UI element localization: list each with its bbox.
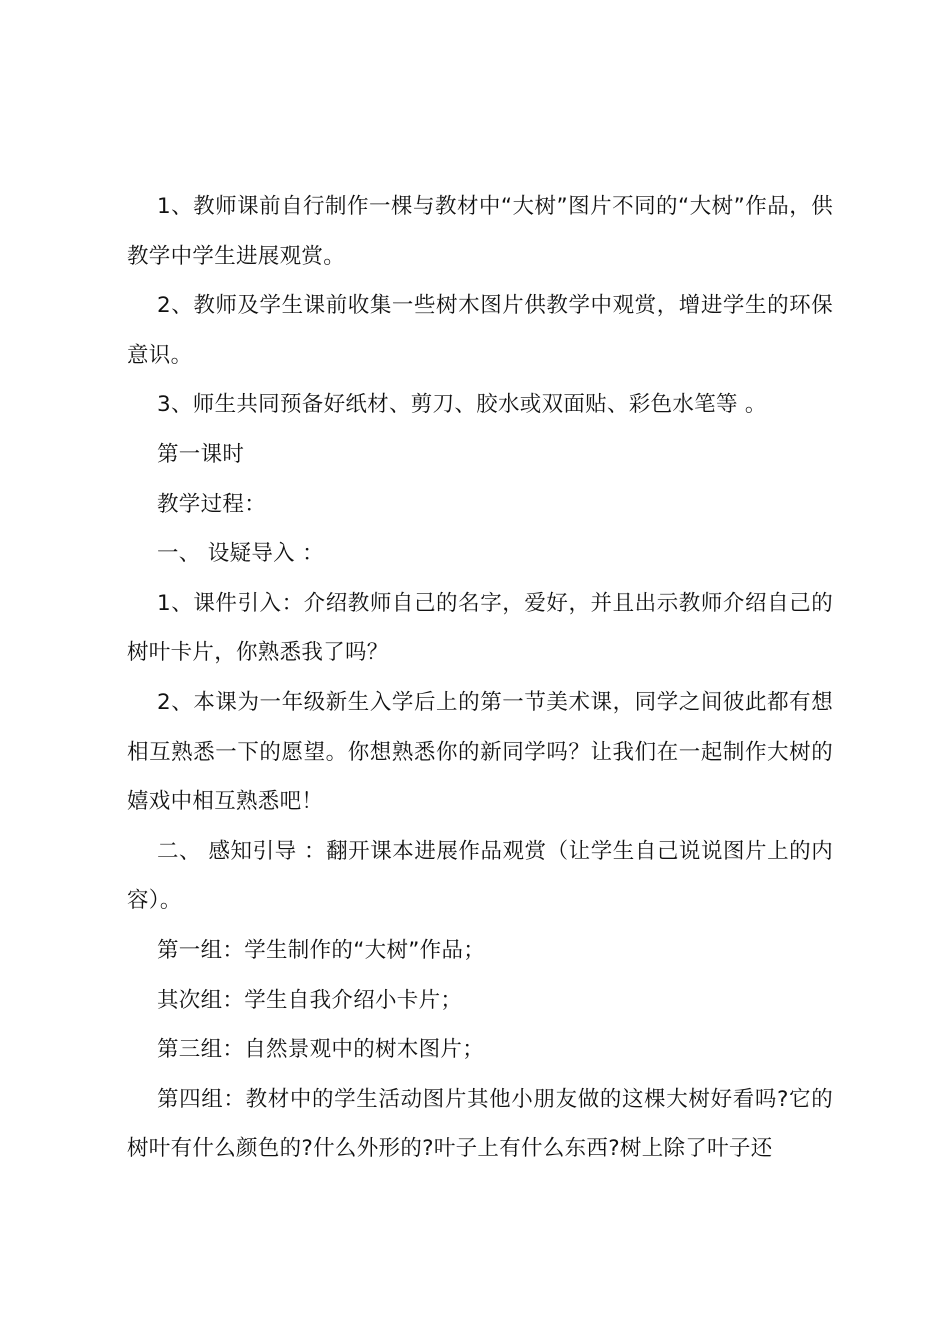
- process-heading: 教学过程：: [157, 491, 267, 517]
- paragraph-intro-2: 2、本课为一年级新生入学后上的第一节美术课，同学之间彼此都有想相互熟悉一下的愿望。你想熟悉你的新同学吗？让我们在一起制作大树的嬉戏中相互熟悉吧！: [127, 689, 833, 815]
- group-two-item: 其次组：学生自我介绍小卡片；: [157, 987, 463, 1013]
- document-body: [127, 182, 833, 1174]
- section-two-paragraph: 二、 感知引导 ：翻开课本进展作品观赏（让学生自己说说图片上的内容）。: [127, 838, 833, 914]
- paragraph-prep-1: 1、教师课前自行制作一棵与教材中“大树”图片不同的“大树”作品，供教学中学生进展观赏。: [127, 194, 833, 269]
- section-one-heading: 一、 设疑导入 ：: [157, 541, 324, 567]
- lesson-heading: 第一课时: [157, 441, 245, 467]
- group-one-item: 第一组：学生制作的“大树”作品；: [157, 937, 486, 963]
- paragraph-prep-3: 3、师生共同预备好纸材、剪刀、胶水或双面贴、彩色水笔等 。: [157, 392, 767, 418]
- group-four-item: 第四组：教材中的学生活动图片其他小朋友做的这棵大树好看吗?它的树叶有什么颜色的?什么外形的?叶子上有什么东西?树上除了叶子还: [127, 1086, 833, 1162]
- paragraph-prep-2: 2、教师及学生课前收集一些树木图片供教学中观赏，增进学生的环保意识。: [127, 293, 833, 368]
- paragraph-intro-1: 1、课件引入：介绍教师自己的名字，爱好，并且出示教师介绍自己的树叶卡片，你熟悉我了吗？: [127, 590, 833, 666]
- group-three-item: 第三组：自然景观中的树木图片；: [157, 1037, 485, 1063]
